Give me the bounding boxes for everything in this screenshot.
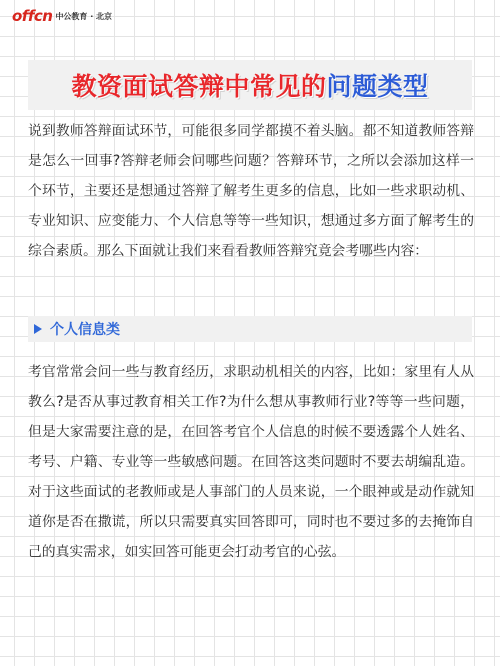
title-red-part: 教资面试答辩中常见的 xyxy=(71,72,327,101)
logo-tagline: 中公教育 · 北京 xyxy=(55,11,113,21)
title-banner xyxy=(28,60,472,110)
triangle-bullet-icon xyxy=(34,324,42,334)
body-paragraph: 考官常常会问一些与教育经历，求职动机相关的内容，比如：家里有人从教么?是否从事过教育相关工作?为什么想从事教师行业?等等一些问题，但是大家需要注意的是，在回答考官个人信息的时候不要透露个人姓名、考号、户籍、专业等一些敏感问题。在回答这类问题时不要去胡编乱造。对于这些面试的老教师或是人事部门的人员来说，一个眼神或是动作就知道你是否在撒谎，所以只需要真实回答即可，同时也不要过多的去掩饰自己的真实需求，如实回答可能更会打动考官的心弦。 xyxy=(28,364,474,560)
title-blue-part: 问题类型 xyxy=(326,72,429,101)
brand-logo xyxy=(12,5,112,27)
page-title xyxy=(71,67,428,103)
section-header xyxy=(28,316,472,342)
logo-wordmark: offcn xyxy=(12,7,53,25)
intro-paragraph: 说到教师答辩面试环节，可能很多同学都摸不着头脑。都不知道教师答辩是怎么一回事?答辩老师会问哪些问题？答辩环节，之所以会添加这样一个环节，主要还是想通过答辩了解考生更多的信息，比如一些求职动机、专业知识、应变能力、个人信息等等一些知识，想通过多方面了解考生的综合素质。那么下面就让我们来看看教师答辩究竟会考哪些内容： xyxy=(28,123,474,259)
section-label: 个人信息类 xyxy=(50,322,120,338)
